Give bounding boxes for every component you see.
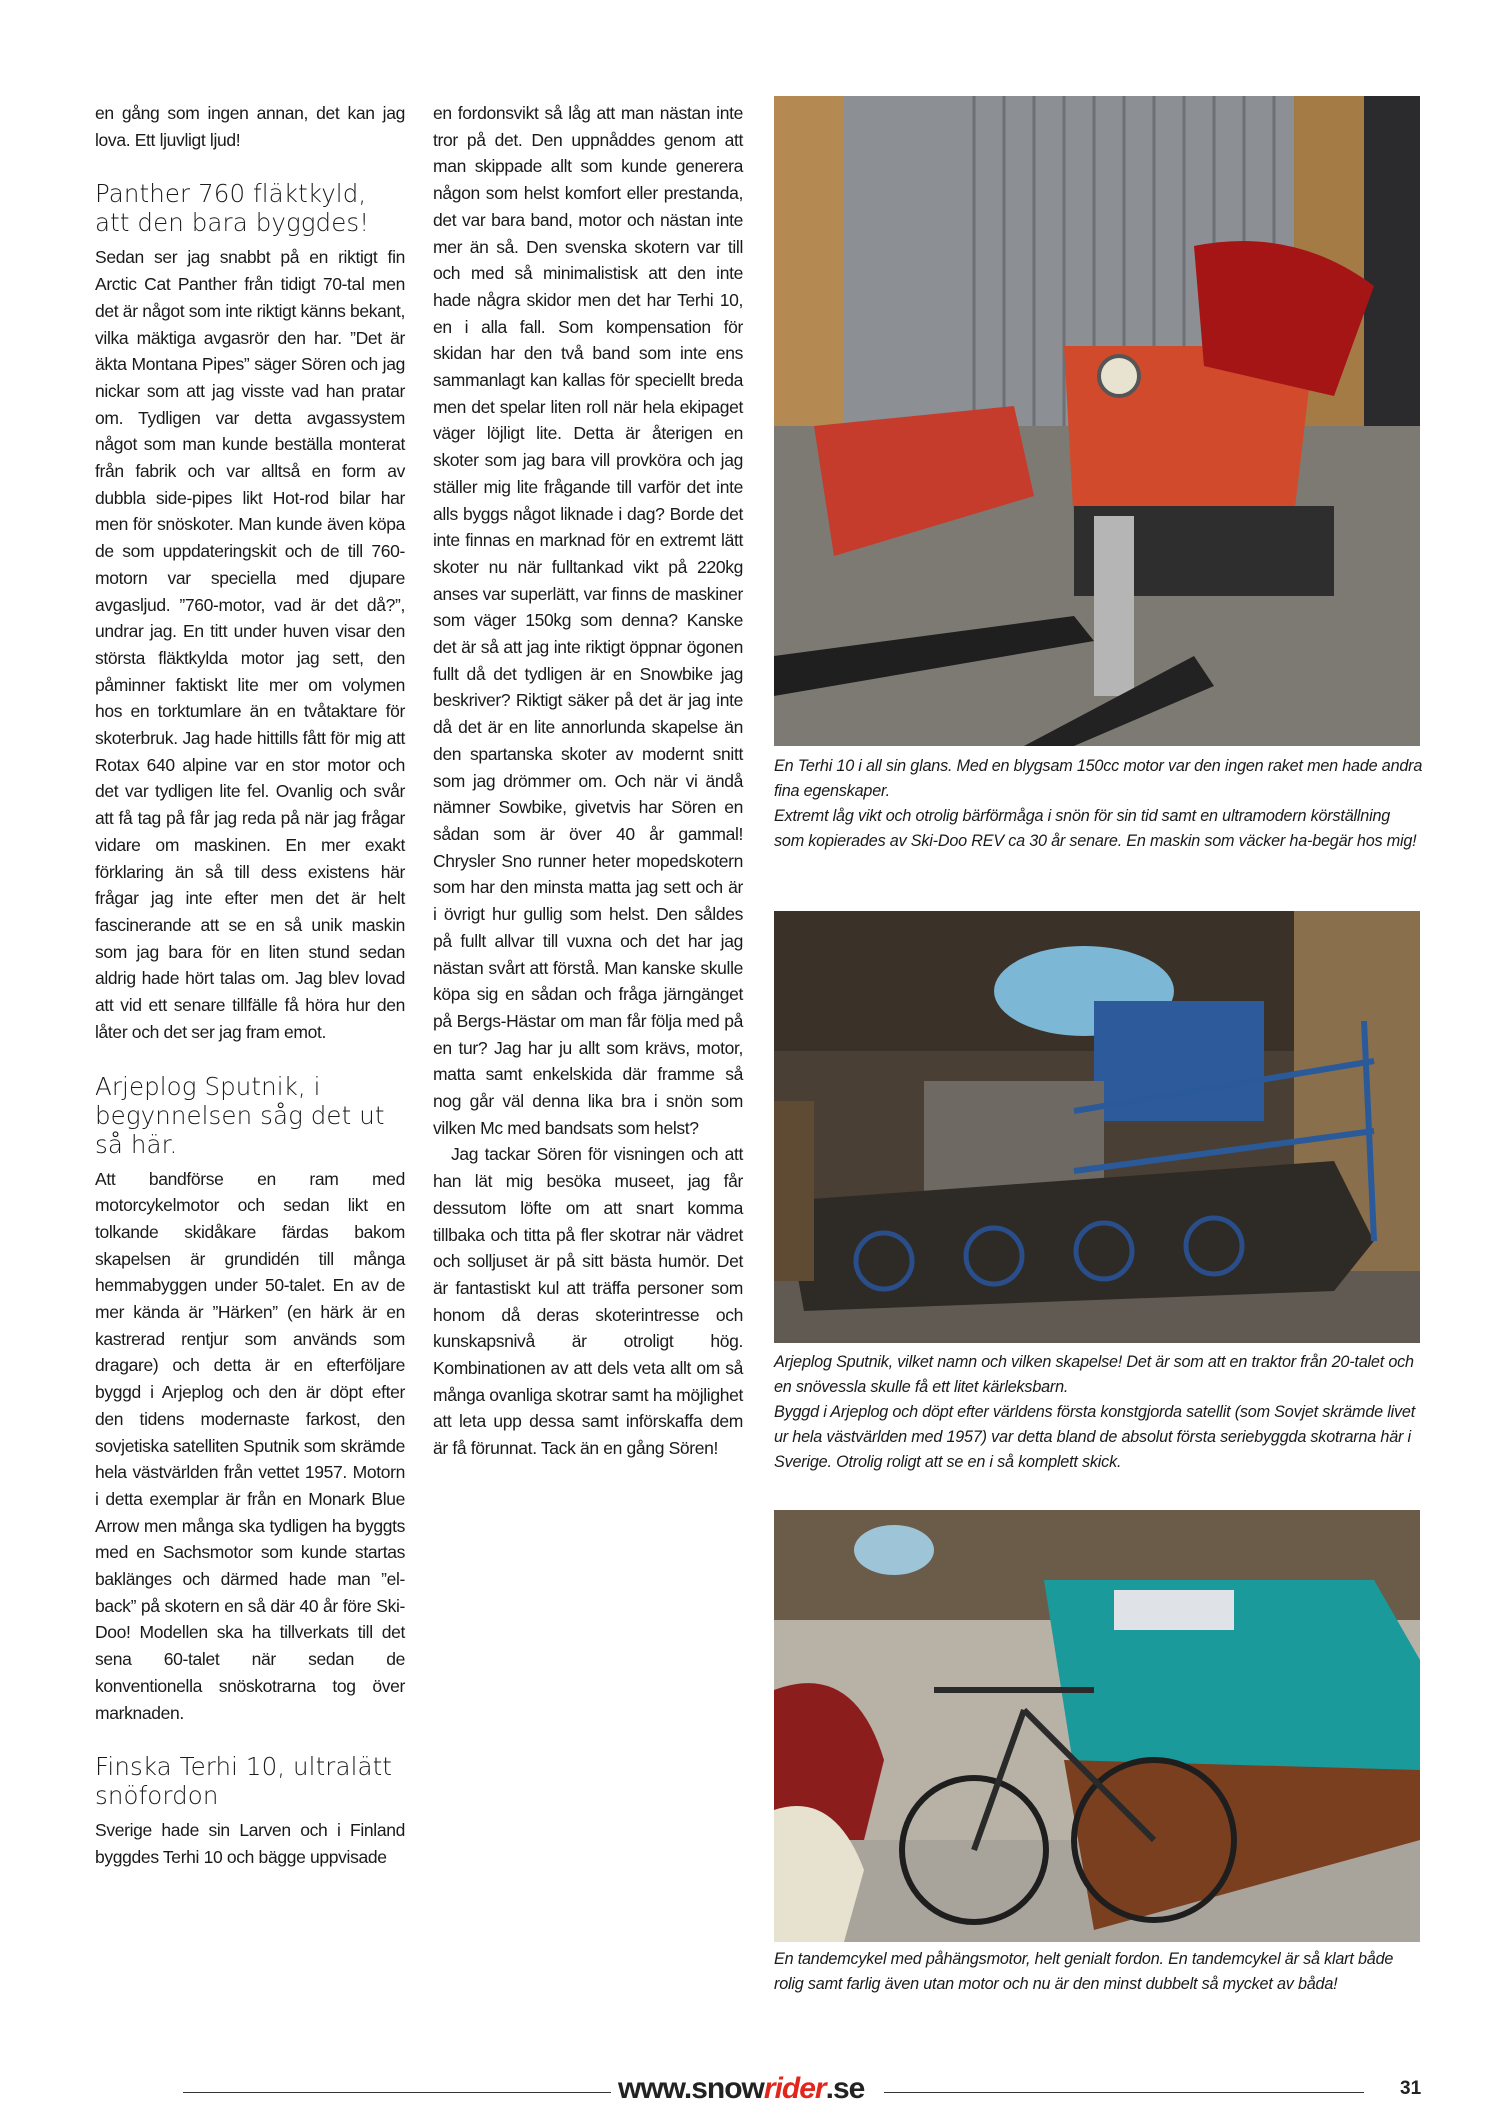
page-number: 31: [1400, 2078, 1422, 2099]
section-heading-sputnik: Arjeplog Sputnik, i begynnelsen såg det ut så här.: [95, 1071, 385, 1159]
footer-brand: [618, 2072, 864, 2106]
caption-line: Byggd i Arjeplog och döpt efter världens första konstgjorda satellit (som Sovjet skrämde livet ur hela västvärlden med 1957) var detta bland de absolut första seriebyggda skotrarna här i Sverige. Otrolig roligt att se en i så komplett skick.: [774, 1403, 1416, 1471]
brand-part: rider: [763, 2072, 826, 2105]
caption-line: En tandemcykel med påhängsmotor, helt genialt fordon. En tandemcykel är så klart både rolig samt farlig även utan motor och nu är den minst dubbelt så mycket av båda!: [774, 1950, 1394, 1993]
paragraph: Sedan ser jag snabbt på en riktigt fin Arctic Cat Panther från tidigt 70-tal men det är något som inte riktigt känns bekant, vilka mäktiga avgasrör den har. ”Det är äkta Montana Pipes” säger Sören och jag nickar som att jag visste vad han pratar om. Tydligen var detta avgassystem något som man kunde beställa monterat från fabrik och var alltså en form av dubbla side-pipes likt Hot-rod bilar har men för snöskoter. Man kunde även köpa de som uppdateringskit och de till 760-motorn var speciella med djupare avgasljud. ”760-motor, vad är det då?”, undrar jag. En titt under huven visar den största fläktkylda motor jag sett, den påminner faktiskt lite mer om volymen hos en torktumlare än en tvåtaktare för skoterbruk. Jag hade hittills fått för mig att Rotax 640 alpine var en stor motor och det var tydligen lite fel. Ovanlig och svår att få tag på får jag reda på när jag frågar vidare om maskinen. En mer exakt förklaring än så till dess existens här frågar jag inte efter men det är helt fascinerande att se en så unik maskin som jag bara för en liten stund sedan aldrig hade hört talas om. Jag blev lovad att vid ett senare tillfälle få höra hur den låter och det ser jag fram emot.: [95, 247, 405, 1042]
caption-terhi: [774, 754, 1424, 854]
photo-terhi-snowmobile: [774, 96, 1420, 746]
footer-rule-right: [884, 2092, 1364, 2093]
paragraph: Sverige hade sin Larven och i Finland byggdes Terhi 10 och bägge uppvisade: [95, 1820, 405, 1867]
photo-sputnik-tracked-vehicle: [774, 911, 1420, 1343]
text-column-2: [433, 100, 743, 1462]
paragraph: en gång som ingen annan, det kan jag lova. Ett ljuvligt ljud!: [95, 103, 405, 150]
text-column-1: [95, 100, 405, 1871]
brand-part: www.snow: [618, 2072, 764, 2105]
caption-line: Arjeplog Sputnik, vilket namn och vilken skapelse! Det är som att en traktor från 20-talet och en snövessla skulle få ett litet kärleksbarn.: [774, 1353, 1414, 1396]
paragraph: Att bandförse en ram med motorcykelmotor och sedan likt en tolkande skidåkare färdas bakom skapelsen är grundidén till många hemmabyggen under 50-talet. En av de mer kända är ”Härken” (en härk är en kastrerad rentjur som används som dragare) och detta är en efterföljare byggd i Arjeplog och den är döpt efter den tidens modernaste farkost, den sovjetiska satelliten Sputnik som skrämde hela västvärlden från vettet 1957. Motorn i detta exemplar är från en Monark Blue Arrow men många ska tydligen ha byggts med en Sachsmotor som kunde startas baklänges och därmed hade man ”el-back” på skotern en så där 40 år före Ski-Doo! Modellen ska ha tillverkats till det sena 60-talet när sedan de konventionella snöskotrarna tog över marknaden.: [95, 1168, 405, 1723]
caption-line: En Terhi 10 i all sin glans. Med en blygsam 150cc motor var den ingen raket men hade andra fina egenskaper.: [774, 757, 1423, 800]
photo-tandem-bicycle: [774, 1510, 1420, 1942]
paragraph: en fordonsvikt så låg att man nästan inte tror på det. Den uppnåddes genom att man skippade allt som kunde generera någon som helst komfort eller prestanda, det var bara band, motor och nästan inte mer än så. Den svenska skotern var till och med så minimalistisk att den inte hade några skidor men det har Terhi 10, en i alla fall. Som kompensation för skidan har den två band som inte ens sammanlagt kan kallas för speciellt breda men det spelar liten roll när hela ekipaget väger löjligt lite. Detta är återigen en skoter som jag bara vill provköra och jag ställer mig lite frågande till varför det inte alls byggs något liknade i dag? Borde det inte finnas en marknad för en extremt lätt skoter nu när fulltankad vikt på 220kg anses var superlätt, var finns de maskiner som väger 150kg som denna? Kanske det är så att jag inte riktigt öppnar ögonen fullt då det tydligen är en Snowbike jag beskriver? Riktigt säker på det är jag inte då det är en lite annorlunda skapelse än den spartanska skoter av modernt snitt som jag drömmer om. Och när vi ändå nämner Sowbike, givetvis har Sören en sådan som är över 40 år gammal! Chrysler Sno runner heter mopedskotern som har den minsta matta jag sett och är i övrigt hur gullig som helst. Den såldes på fullt allvar till vuxna och det har jag nästan svårt att förstå. Man kanske skulle köpa sig en sådan och fråga järngänget på Bergs-Hästar om man får följa med på en tur? Jag har ju allt som krävs, motor, matta samt enkelskida där framme så nog går väl denna lika bra i snön som vilken Mc med bandsats som helst?: [433, 103, 743, 1138]
caption-sputnik: [774, 1350, 1424, 1475]
section-heading-panther: Panther 760 fläktkyld, att den bara byggdes!: [95, 179, 370, 238]
caption-tandem: [774, 1947, 1424, 1997]
section-heading-terhi: Finska Terhi 10, ultralätt snöfordon: [95, 1752, 393, 1811]
caption-line: Extremt låg vikt och otrolig bärförmåga i snön för sin tid samt en ultramodern körställning som kopierades av Ski-Doo REV ca 30 år senare. En maskin som väcker ha-begär hos mig!: [774, 807, 1417, 850]
brand-part: .se: [825, 2072, 865, 2105]
paragraph: Jag tackar Sören för visningen och att han lät mig besöka museet, jag får dessutom löfte om att snart komma tillbaka och titta på fler skotrar när vädret och solljuset är på sitt bästa humör. Det är fantastiskt kul att träffa personer som honom då deras skoterintresse och kunskapsnivå är otroligt hög. Kombinationen av att dels veta allt om så många ovanliga skotrar samt ha möjlighet att leta upp dessa samt införskaffa dem är få förunnat. Tack än en gång Sören!: [433, 1144, 743, 1459]
footer-rule-left: [183, 2092, 611, 2093]
